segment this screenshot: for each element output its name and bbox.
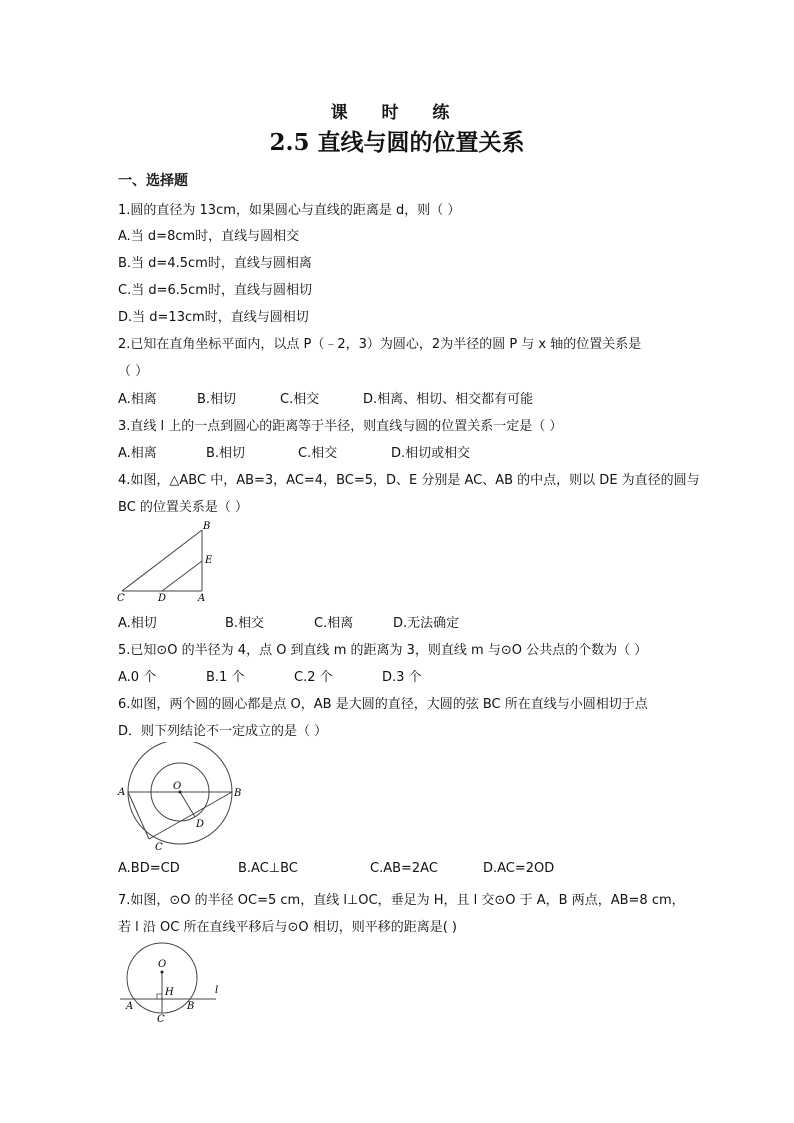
page-title: 课 时 练 (330, 103, 464, 123)
q4-option-d: D.无法确定 (393, 616, 460, 631)
q7-stem-line1: 7.如图，⊙O 的半径 OC=5 cm，直线 l⊥OC，垂足为 H，且 l 交⊙O 于 A，B 两点，AB=8 cm， (118, 893, 685, 908)
q2-option-a: A.相离 (118, 392, 157, 407)
label-l: l (215, 985, 219, 996)
label-a: A (126, 1001, 134, 1012)
q6-option-a: A.BD=CD (118, 861, 180, 876)
q5-option-d: D.3 个 (382, 670, 422, 685)
q6-option-b: B.AC⊥BC (238, 861, 298, 876)
label-b: B (187, 1001, 195, 1012)
segment-cb (122, 530, 202, 591)
label-a: A (118, 787, 126, 798)
label-b: B (203, 521, 211, 532)
q6-stem-line2: D．则下列结论不一定成立的是（ ） (118, 724, 328, 739)
q4-stem-line2: BC 的位置关系是（ ） (118, 500, 249, 515)
q1-option-d: D.当 d=13cm时，直线与圆相切 (118, 310, 309, 325)
q3-option-b: B.相切 (206, 446, 246, 461)
q5-option-a: A.0 个 (118, 670, 157, 685)
label-d: D (196, 819, 205, 830)
q7-circle-chord-figure (118, 942, 228, 1024)
segment-od (180, 792, 195, 817)
q1-option-a: A.当 d=8cm时，直线与圆相交 (118, 229, 300, 244)
q6-option-c: C.AB=2AC (370, 861, 438, 876)
q3-stem: 3.直线 l 上的一点到圆心的距离等于半径，则直线与圆的位置关系一定是（ ） (118, 419, 563, 434)
q2-option-b: B.相切 (197, 392, 237, 407)
q5-stem: 5.已知⊙O 的半径为 4，点 O 到直线 m 的距离为 3，则直线 m 与⊙O 公共点的个数为（ ） (118, 643, 648, 658)
q4-option-c: C.相离 (314, 616, 354, 631)
segment-de (162, 561, 202, 591)
right-angle-mark (157, 994, 162, 999)
q5-option-c: C.2 个 (294, 670, 333, 685)
q6-stem-line1: 6.如图，两个圆的圆心都是点 O，AB 是大圆的直径，大圆的弦 BC 所在直线与小圆相切于点 (118, 697, 648, 712)
q6-concentric-circles-figure (115, 742, 245, 852)
label-d: D (158, 593, 167, 602)
q6-option-d: D.AC=2OD (483, 861, 555, 876)
q2-stem-line1: 2.已知在直角坐标平面内，以点 P（﹣2，3）为圆心，2为半径的圆 P 与 x 轴的位置关系是 (118, 337, 642, 352)
label-c: C (157, 1014, 165, 1024)
q2-option-d: D.相离、相切、相交都有可能 (363, 392, 534, 407)
q3-option-a: A.相离 (118, 446, 157, 461)
label-b: B (234, 788, 242, 799)
center-point (161, 971, 164, 974)
q2-option-c: C.相交 (280, 392, 320, 407)
q4-option-a: A.相切 (118, 616, 157, 631)
section-heading: 一、选择题 (118, 173, 188, 189)
label-h: H (165, 987, 174, 998)
label-a: A (198, 593, 206, 602)
q3-option-d: D.相切或相交 (391, 446, 471, 461)
q4-stem-line1: 4.如图，△ABC 中，AB=3，AC=4，BC=5，D、E 分别是 AC、AB 的中点，则以 DE 为直径的圆与 (118, 473, 700, 488)
q2-stem-line2: （ ） (118, 364, 149, 379)
q4-option-b: B.相交 (225, 616, 265, 631)
q1-stem: 1.圆的直径为 13cm，如果圆心与直线的距离是 d，则（ ） (118, 203, 461, 218)
page-subtitle: 2.5 直线与圆的位置关系 (269, 129, 525, 156)
label-c: C (155, 842, 163, 852)
label-e: E (205, 555, 213, 566)
q1-option-c: C.当 d=6.5cm时，直线与圆相切 (118, 283, 312, 298)
label-c: C (117, 593, 125, 602)
segment-ac (128, 792, 149, 839)
label-o: O (158, 959, 167, 970)
q4-triangle-figure (114, 518, 224, 602)
label-o: O (173, 781, 182, 792)
chord-bc (149, 792, 232, 839)
q5-option-b: B.1 个 (206, 670, 245, 685)
q7-stem-line2: 若 l 沿 OC 所在直线平移后与⊙O 相切，则平移的距离是( ) (118, 920, 457, 935)
q1-option-b: B.当 d=4.5cm时，直线与圆相离 (118, 256, 312, 271)
q3-option-c: C.相交 (298, 446, 338, 461)
